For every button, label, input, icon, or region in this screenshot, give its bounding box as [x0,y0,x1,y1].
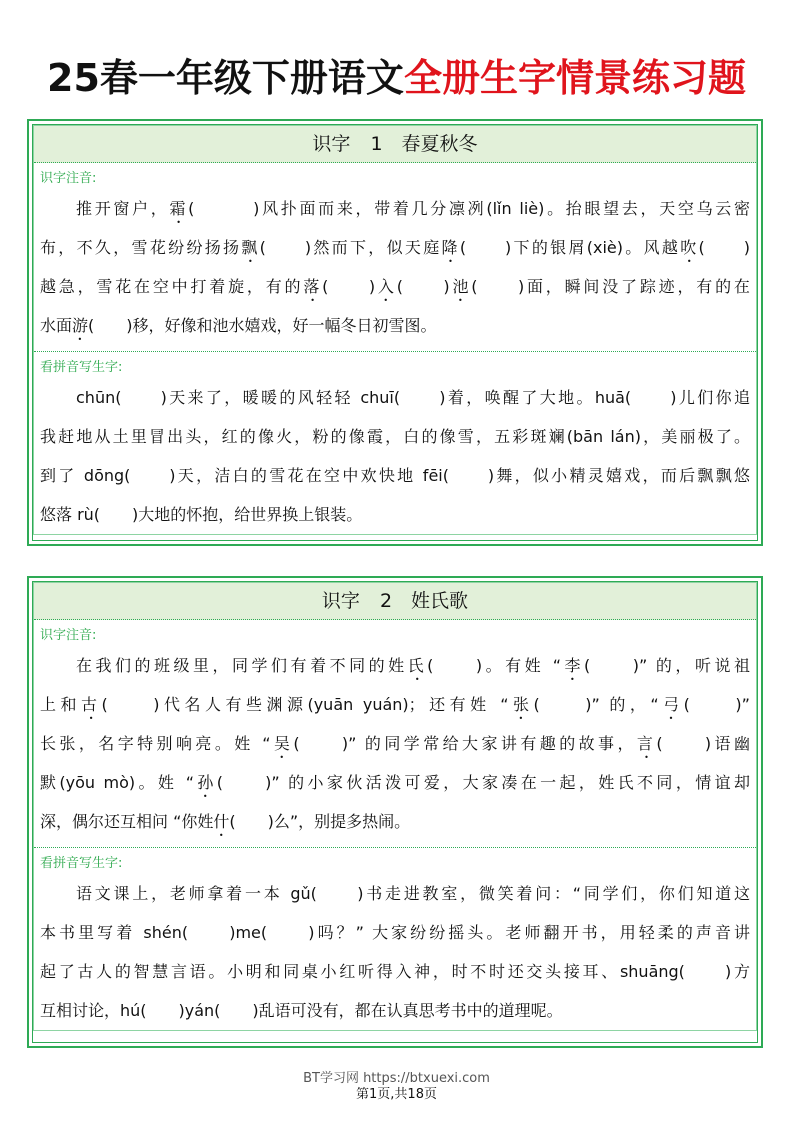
exercise-paragraph [34,378,756,534]
dotted-character: 游 [72,316,89,335]
section-header: 识字 2 姓氏歌 [34,583,756,620]
text-line [40,267,750,306]
text-line [40,378,750,417]
section-content [33,582,757,1031]
text-segment: ( )么”，别提多热闹。 [229,812,411,831]
text-segment: 推开窗户， [76,199,170,218]
text-segment: ( )然而下，似天庭 [259,238,442,257]
text-segment: ( )。有姓 “ [427,656,562,675]
text-line [40,495,750,534]
section-2 [27,576,763,1048]
text-segment: 默(yōu mò)。姓 “ [40,773,195,792]
dotted-character: 池 [449,277,472,296]
dotted-character: 孙 [194,773,217,792]
exercise-label: 看拼音写生字: [40,360,123,375]
dotted-character: 落 [303,277,323,296]
dotted-character: 霜 [169,199,189,218]
text-line [40,763,750,802]
text-line [40,724,750,763]
exercise-paragraph [34,874,756,1030]
exercise-label: 识字注音: [40,171,97,186]
text-segment: ( )语幽 [656,734,750,753]
text-segment: ( )” 的同学常给大家讲有趣的故事， [293,734,637,753]
text-segment: ( )代名人有些渊源(yuān yuán)；还有姓 “ [101,695,509,714]
dotted-character: 言 [636,734,657,753]
section-1 [27,119,763,546]
text-segment: 起了古人的智慧言语。小明和同桌小红听得入神，时不时还交头接耳、shuāng( )方 [40,962,750,981]
text-line [40,306,750,345]
text-segment: 我赶地从土里冒出头，红的像火，粉的像霞，白的像雪，五彩斑斓(bān lán)，美丽极了。 [40,427,750,446]
text-segment: 互相讨论，hú( )yán( )乱语可没有，都在认真思考书中的道理呢。 [40,1001,563,1020]
text-segment: 悠落 rù( )大地的怀抱，给世界换上银装。 [40,505,363,524]
section-header: 识字 1 春夏秋冬 [34,126,756,163]
text-segment: 深，偶尔还互相问 “你姓 [40,812,214,831]
text-line [40,417,750,456]
text-segment: 在我们的班级里，同学们有着不同的姓 [76,656,408,675]
text-segment: ( )风扑面而来，带着几分凛冽(lǐn liè)。抬眼望去，天空乌云密 [188,199,750,218]
text-line [40,802,750,841]
text-line [40,456,750,495]
text-segment: ( )” 的，“ [533,695,659,714]
text-line [40,913,750,952]
dotted-character: 吴 [270,734,294,753]
dotted-character: 吹 [680,238,699,257]
text-segment: 布，不久，雪花纷纷扬扬 [40,238,242,257]
page-title: 25春一年级下册语文全册生字情景练习题 [47,56,746,100]
dotted-character: 古 [81,695,102,714]
dotted-character: 飘 [241,238,260,257]
page-number: 第1页,共18页 [356,1087,437,1102]
text-segment: ( )” 的，听说祖 [584,656,750,675]
text-segment: ( ) [396,277,450,296]
text-segment: ( )面，瞬间没了踪迹，有的在 [471,277,750,296]
dotted-character: 入 [375,277,397,296]
text-segment: 水面 [40,316,73,335]
text-segment: 长张，名字特别响亮。姓 “ [40,734,271,753]
text-segment: 到了 dōng( )天，洁白的雪花在空中欢快地 fēi( )舞，似小精灵嬉戏，而后飘飘悠 [40,466,750,485]
text-line [40,228,750,267]
text-line [40,189,750,228]
footer-site: BT学习网 https://btxuexi.com [303,1071,490,1086]
exercise-label: 看拼音写生字: [40,856,123,871]
dotted-character: 张 [508,695,534,714]
text-segment: ( )移，好像和池水嬉戏，好一幅冬日初雪图。 [88,316,437,335]
footer [0,1071,793,1103]
section-content [33,125,757,535]
text-segment: ( ) [698,238,750,257]
exercise-paragraph [34,646,756,841]
exercise-label: 识字注音: [40,628,97,643]
dotted-character: 氏 [407,656,428,675]
text-line [40,952,750,991]
text-line [40,874,750,913]
text-segment: chūn( )天来了，暖暖的风轻轻 chuī( )着，唤醒了大地。huā( )儿们你追 [76,388,750,407]
text-segment: ( )” [683,695,750,714]
text-segment: ( ) [322,277,376,296]
exercise-paragraph [34,189,756,345]
text-segment: 上和 [40,695,81,714]
text-segment: ( )” 的小家伙活泼可爱，大家凑在一起，姓氏不同，情谊却 [216,773,750,792]
text-segment: 语文课上，老师拿着一本 gǔ( )书走进教室，微笑着问：“同学们，你们知道这 [76,884,750,903]
text-line [40,685,750,724]
dotted-character: 降 [441,238,460,257]
dotted-character: 李 [561,656,585,675]
text-segment: ( )下的银屑(xiè)。风越 [459,238,681,257]
dotted-character: 什 [213,812,230,831]
text-segment: 越急，雪花在空中打着旋，有的 [40,277,304,296]
text-line [40,646,750,685]
text-segment: 本书里写着 shén( )me( )吗？” 大家纷纷摇头。老师翻开书，用轻柔的声音讲 [40,923,750,942]
text-line [40,991,750,1030]
dotted-character: 弓 [658,695,684,714]
